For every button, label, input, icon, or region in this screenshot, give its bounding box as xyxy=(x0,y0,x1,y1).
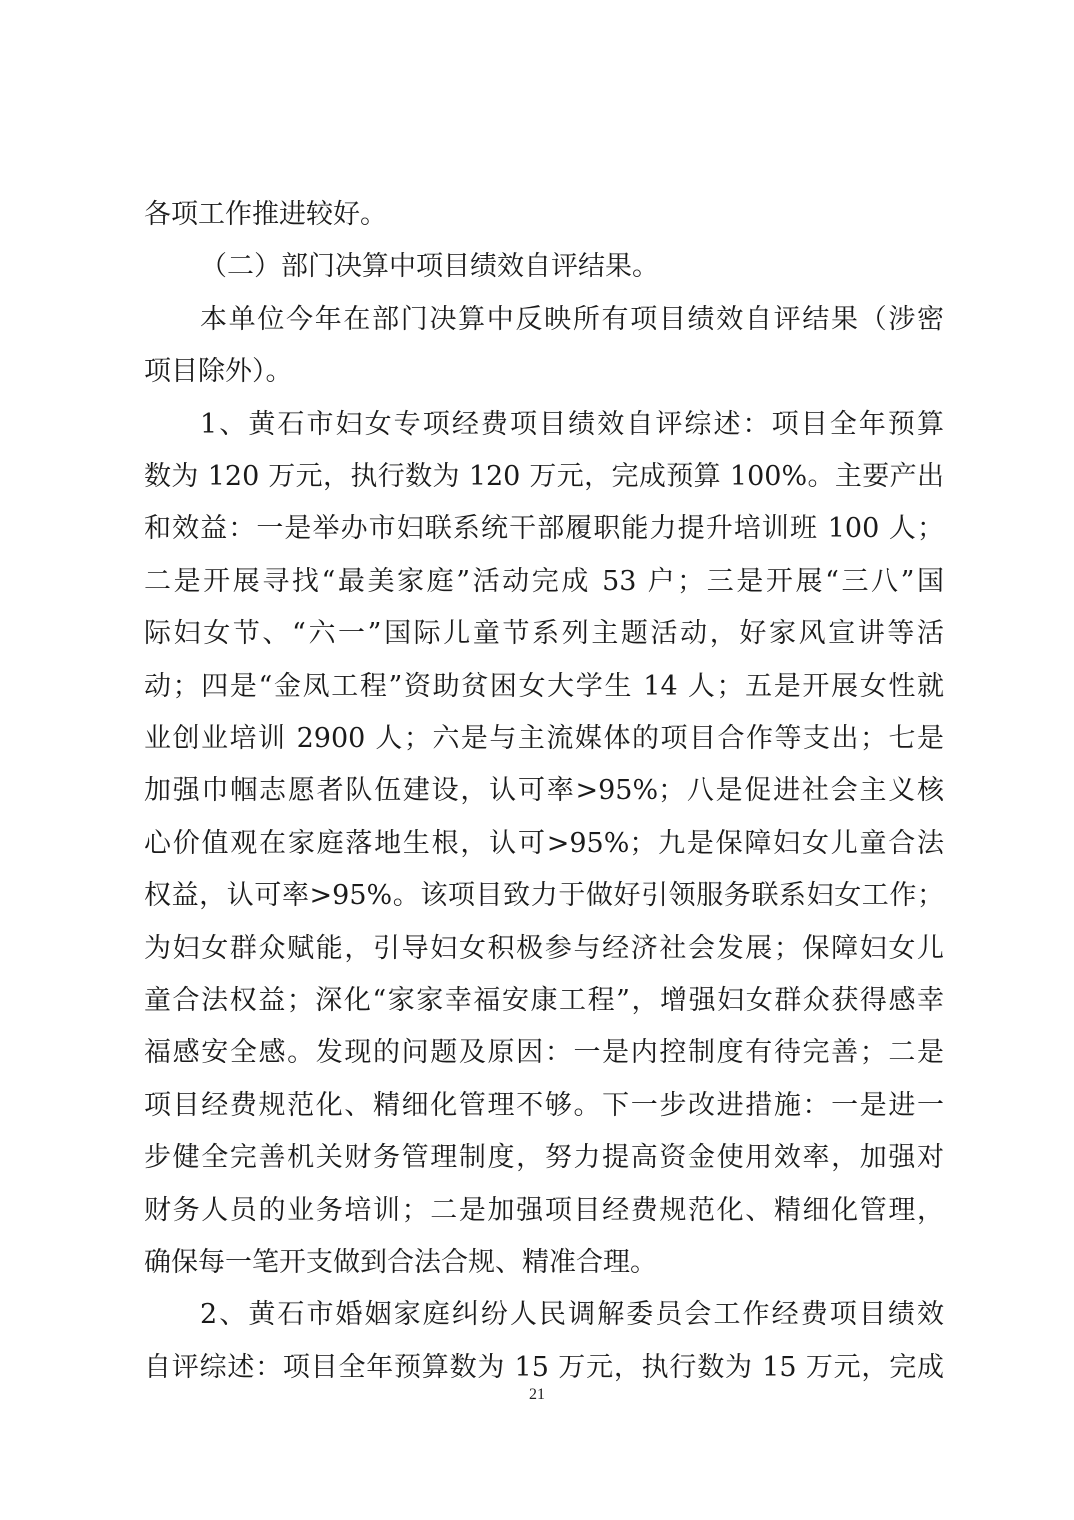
text-line: 加强巾帼志愿者队伍建设，认可率>95%；八是促进社会主义核 xyxy=(144,775,944,806)
text-line: 和效益：一是举办市妇联系统干部履职能力提升培训班 100 人； xyxy=(144,513,944,544)
text-line: 本单位今年在部门决算中反映所有项目绩效自评结果（涉密 xyxy=(200,304,944,335)
text-line: 动；四是“金凤工程”资助贫困女大学生 14 人；五是开展女性就 xyxy=(144,671,944,702)
text-line: 步健全完善机关财务管理制度，努力提高资金使用效率，加强对 xyxy=(144,1142,944,1173)
text-line: 自评综述：项目全年预算数为 15 万元，执行数为 15 万元，完成 xyxy=(144,1352,944,1383)
text-line: 为妇女群众赋能，引导妇女积极参与经济社会发展；保障妇女儿 xyxy=(144,933,944,964)
text-line: 财务人员的业务培训；二是加强项目经费规范化、精细化管理， xyxy=(144,1195,944,1226)
text-line: （二）部门决算中项目绩效自评结果。 xyxy=(200,251,659,282)
text-line: 童合法权益；深化“家家幸福安康工程”，增强妇女群众获得感幸 xyxy=(144,985,944,1016)
text-line: 业创业培训 2900 人；六是与主流媒体的项目合作等支出；七是 xyxy=(144,723,944,754)
text-line: 项目经费规范化、精细化管理不够。下一步改进措施：一是进一 xyxy=(144,1090,944,1121)
text-line: 际妇女节、“六一”国际儿童节系列主题活动，好家风宣讲等活 xyxy=(144,618,944,649)
text-line: 各项工作推进较好。 xyxy=(144,199,387,230)
text-line: 1、黄石市妇女专项经费项目绩效自评综述：项目全年预算 xyxy=(200,409,944,440)
text-line: 项目除外）。 xyxy=(144,356,293,387)
text-line: 权益，认可率>95%。该项目致力于做好引领服务联系妇女工作； xyxy=(144,880,944,911)
text-line: 二是开展寻找“最美家庭”活动完成 53 户；三是开展“三八”国 xyxy=(144,566,944,597)
page-number: 21 xyxy=(529,1386,545,1403)
text-line: 2、黄石市婚姻家庭纠纷人民调解委员会工作经费项目绩效 xyxy=(200,1299,944,1330)
text-line: 数为 120 万元，执行数为 120 万元，完成预算 100%。主要产出 xyxy=(144,461,944,492)
text-line: 心价值观在家庭落地生根，认可>95%；九是保障妇女儿童合法 xyxy=(144,828,944,859)
text-line: 福感安全感。发现的问题及原因：一是内控制度有待完善；二是 xyxy=(144,1037,944,1068)
text-line: 确保每一笔开支做到合法合规、精准合理。 xyxy=(144,1247,657,1278)
